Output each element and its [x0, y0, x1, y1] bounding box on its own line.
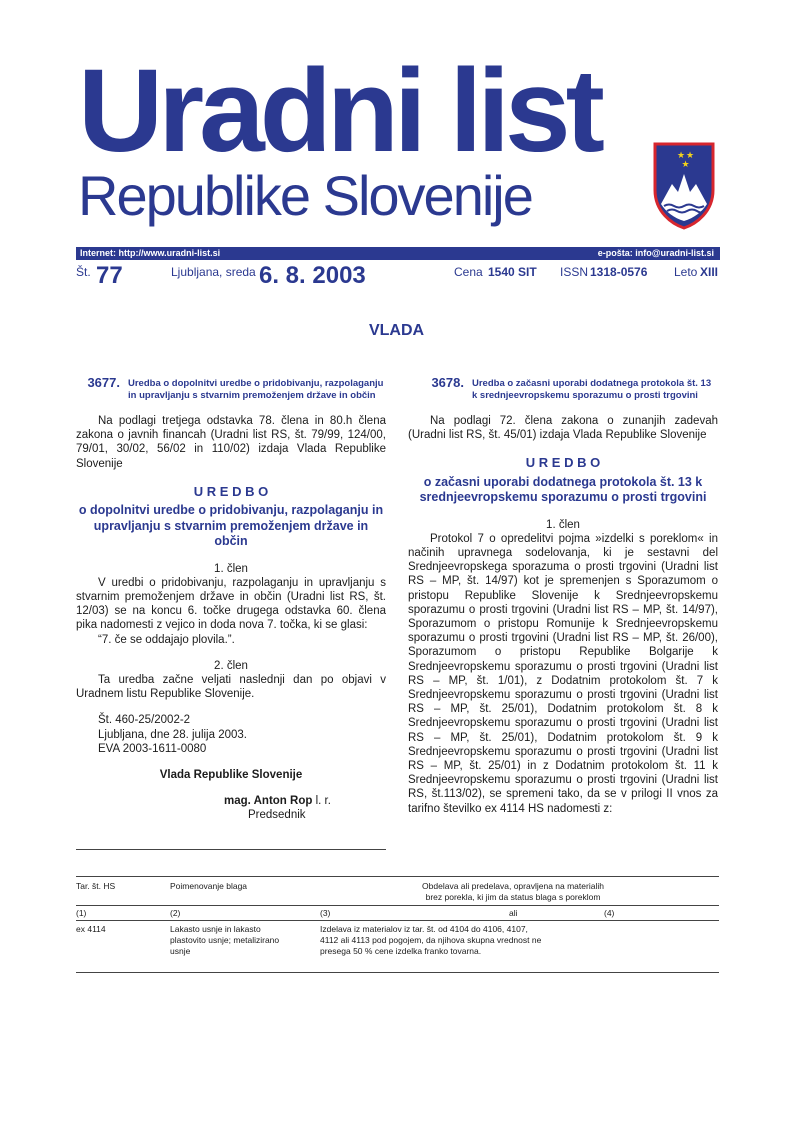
svg-text:★: ★: [681, 160, 690, 170]
issue-place-day: Ljubljana, sreda: [171, 265, 256, 279]
reference-number: Št. 460-25/2002-2: [98, 714, 191, 727]
table-cell-rule: Izdelava iz materialov iz tar. št. od 4104 do 4106, 4107, 4112 ali 4113 pod pogojem, da njihova skupna vrednost ne presega 50 % cene izdelka franko tovarna.: [320, 924, 542, 956]
table-colnum: (2): [170, 908, 181, 918]
email-link[interactable]: e-pošta: info@uradni-list.si: [597, 248, 714, 258]
clen-text: Ta uredba začne veljati naslednji dan po objavi v Uradnem listu Republike Slovenije.: [76, 673, 386, 701]
svg-text:★: ★: [677, 151, 686, 161]
regulation-heading: U R E D B O: [525, 455, 601, 471]
table-header-name: Poimenovanje blaga: [170, 881, 248, 891]
article-3677: [76, 376, 386, 823]
price-value: 1540 SIT: [488, 265, 537, 279]
clen-heading: 1. člen: [214, 562, 248, 575]
tariff-table: [76, 876, 719, 976]
regulation-heading: U R E D B O: [193, 483, 269, 499]
signer-name: mag. Anton Rop: [224, 795, 313, 808]
clen-heading: 2. člen: [214, 659, 248, 672]
table-cell-name: Lakasto usnje in lakasto plastovito usnje; metalizirano usnje: [170, 924, 280, 956]
clen-heading: 1. člen: [546, 518, 580, 531]
article-title: Uredba o dopolnitvi uredbe o pridobivanju, razpolaganju in upravljanju s stvarnim premoženjem države in občin: [128, 378, 384, 401]
article-3678: [408, 376, 718, 816]
clen-text: Protokol 7 o opredelitvi pojma »izdelki s poreklom« in načinih upravnega sodelovanja, ki je sestavni del Srednjeevropskega sporazuma o prosti trgovini (Uradni list RS – MP, št. 14/97) kot je spremenjen s Sporazumom o pristopu Republike Slovenije k Srednjeevropskemu sporazumu o prosti trgovini (Uradni list RS – MP, št. 14/97), Sporazumom o pristopu Romunije k Srednjeevropskemu sporazumu o prosti trgovini (Uradni list RS – MP, št. 26/00), Sporazumom o pristopu Republike Bolgarije k Srednjeevropskemu sporazumu o prosti trgovini (Uradni list RS – MP, št. 1/01), z Dodatnim protokolom št. 7 k Srednjeevropskemu sporazumu o prosti trgovini (Uradni list RS – MP, št. 25/01), Dodatnim protokolom št. 8 k Srednjeevropskemu sporazumu o prosti trgovini (Uradni list RS – MP, št. 25/01), Dodatnim protokolom št. 9 k Srednjeevropskemu sporazumu o prosti trgovini (Uradni list RS – MP, št. 25/01) in z Dodatnim protokolom št. 11 k Srednjeevropskemu sporazumu o prosti trgovini (Uradni list RS, št.113/02), se spremeni tako, da se v prilogi II vnos za tarifno številko ex 4114 HS nadomesti z:: [408, 532, 718, 815]
table-header-code: Tar. št. HS: [76, 881, 116, 891]
clen-text: V uredbi o pridobivanju, razpolaganju in upravljanju s stvarnim premoženjem države in občin (Uradni list RS, št. 12/03) se na koncu 6. točke drugega odstavka 60. člena pika nadomesti z vejico in doda nova 7. točka, ki se glasi:: [76, 576, 386, 632]
masthead-title: Uradni list: [78, 45, 600, 177]
regulation-subheading: o dopolnitvi uredbe o pridobivanju, razpolaganju in upravljanju s stvarnim premoženjem države in občin: [78, 503, 384, 549]
article-number: 3678.: [431, 375, 464, 390]
issue-number-label: Št.: [76, 265, 91, 279]
article-title: Uredba o začasni uporabi dodatnega protokola št. 13 k srednjeevropskemu sporazumu o prosti trgovini: [472, 378, 712, 401]
issn-value: 1318-0576: [590, 265, 648, 279]
reference-date: Ljubljana, dne 28. julija 2003.: [98, 728, 247, 741]
issue-date: 6. 8. 2003: [259, 262, 366, 289]
table-header-rule: Obdelava ali predelava, opravljena na materialih brez porekla, ki jim da status blaga s poreklom: [422, 881, 604, 902]
section-title: VLADA: [368, 322, 425, 339]
reference-eva: EVA 2003-1611-0080: [98, 742, 207, 755]
svg-text:★: ★: [686, 151, 695, 161]
price-label: Cena: [454, 265, 483, 279]
issue-line: [76, 262, 720, 292]
coat-of-arms-icon: [652, 140, 716, 230]
table-colnum: (4): [604, 908, 615, 918]
clen-quote: “7. če se oddajajo plovila.”.: [98, 633, 235, 646]
signer-lr: l. r.: [312, 795, 331, 808]
year-value: XIII: [700, 265, 719, 279]
table-colnum: ali: [509, 908, 518, 918]
signer-role: Predsednik: [248, 809, 306, 822]
table-colnum: (1): [76, 908, 87, 918]
intro-text: Na podlagi 72. člena zakona o zunanjih zadevah (Uradni list RS, št. 45/01) izdaja Vlada Republike Slovenije: [408, 415, 718, 442]
table-colnum: (3): [320, 908, 331, 918]
intro-text: Na podlagi tretjega odstavka 78. člena in 80.h člena zakona o javnih financah (Uradni list RS, št. 79/99, 124/00, 79/01, 30/02, 56/02 in 110/02) izdaja Vlada Republike Slovenije: [76, 415, 386, 470]
internet-link[interactable]: Internet: http://www.uradni-list.si: [80, 248, 221, 258]
masthead-subtitle: Republike Slovenije: [78, 164, 532, 227]
issn-label: ISSN: [560, 265, 589, 279]
year-label: Leto: [674, 265, 698, 279]
column-end-rule: [76, 849, 386, 850]
issue-number: 77: [96, 262, 123, 289]
article-number: 3677.: [87, 375, 120, 390]
signer-organization: Vlada Republike Slovenije: [159, 768, 303, 781]
regulation-subheading: o začasni uporabi dodatnega protokola št. 13 k srednjeevropskemu sporazumu o prosti trgovini: [419, 474, 707, 505]
table-cell-code: ex 4114: [76, 924, 106, 934]
contact-bar: [76, 247, 720, 260]
